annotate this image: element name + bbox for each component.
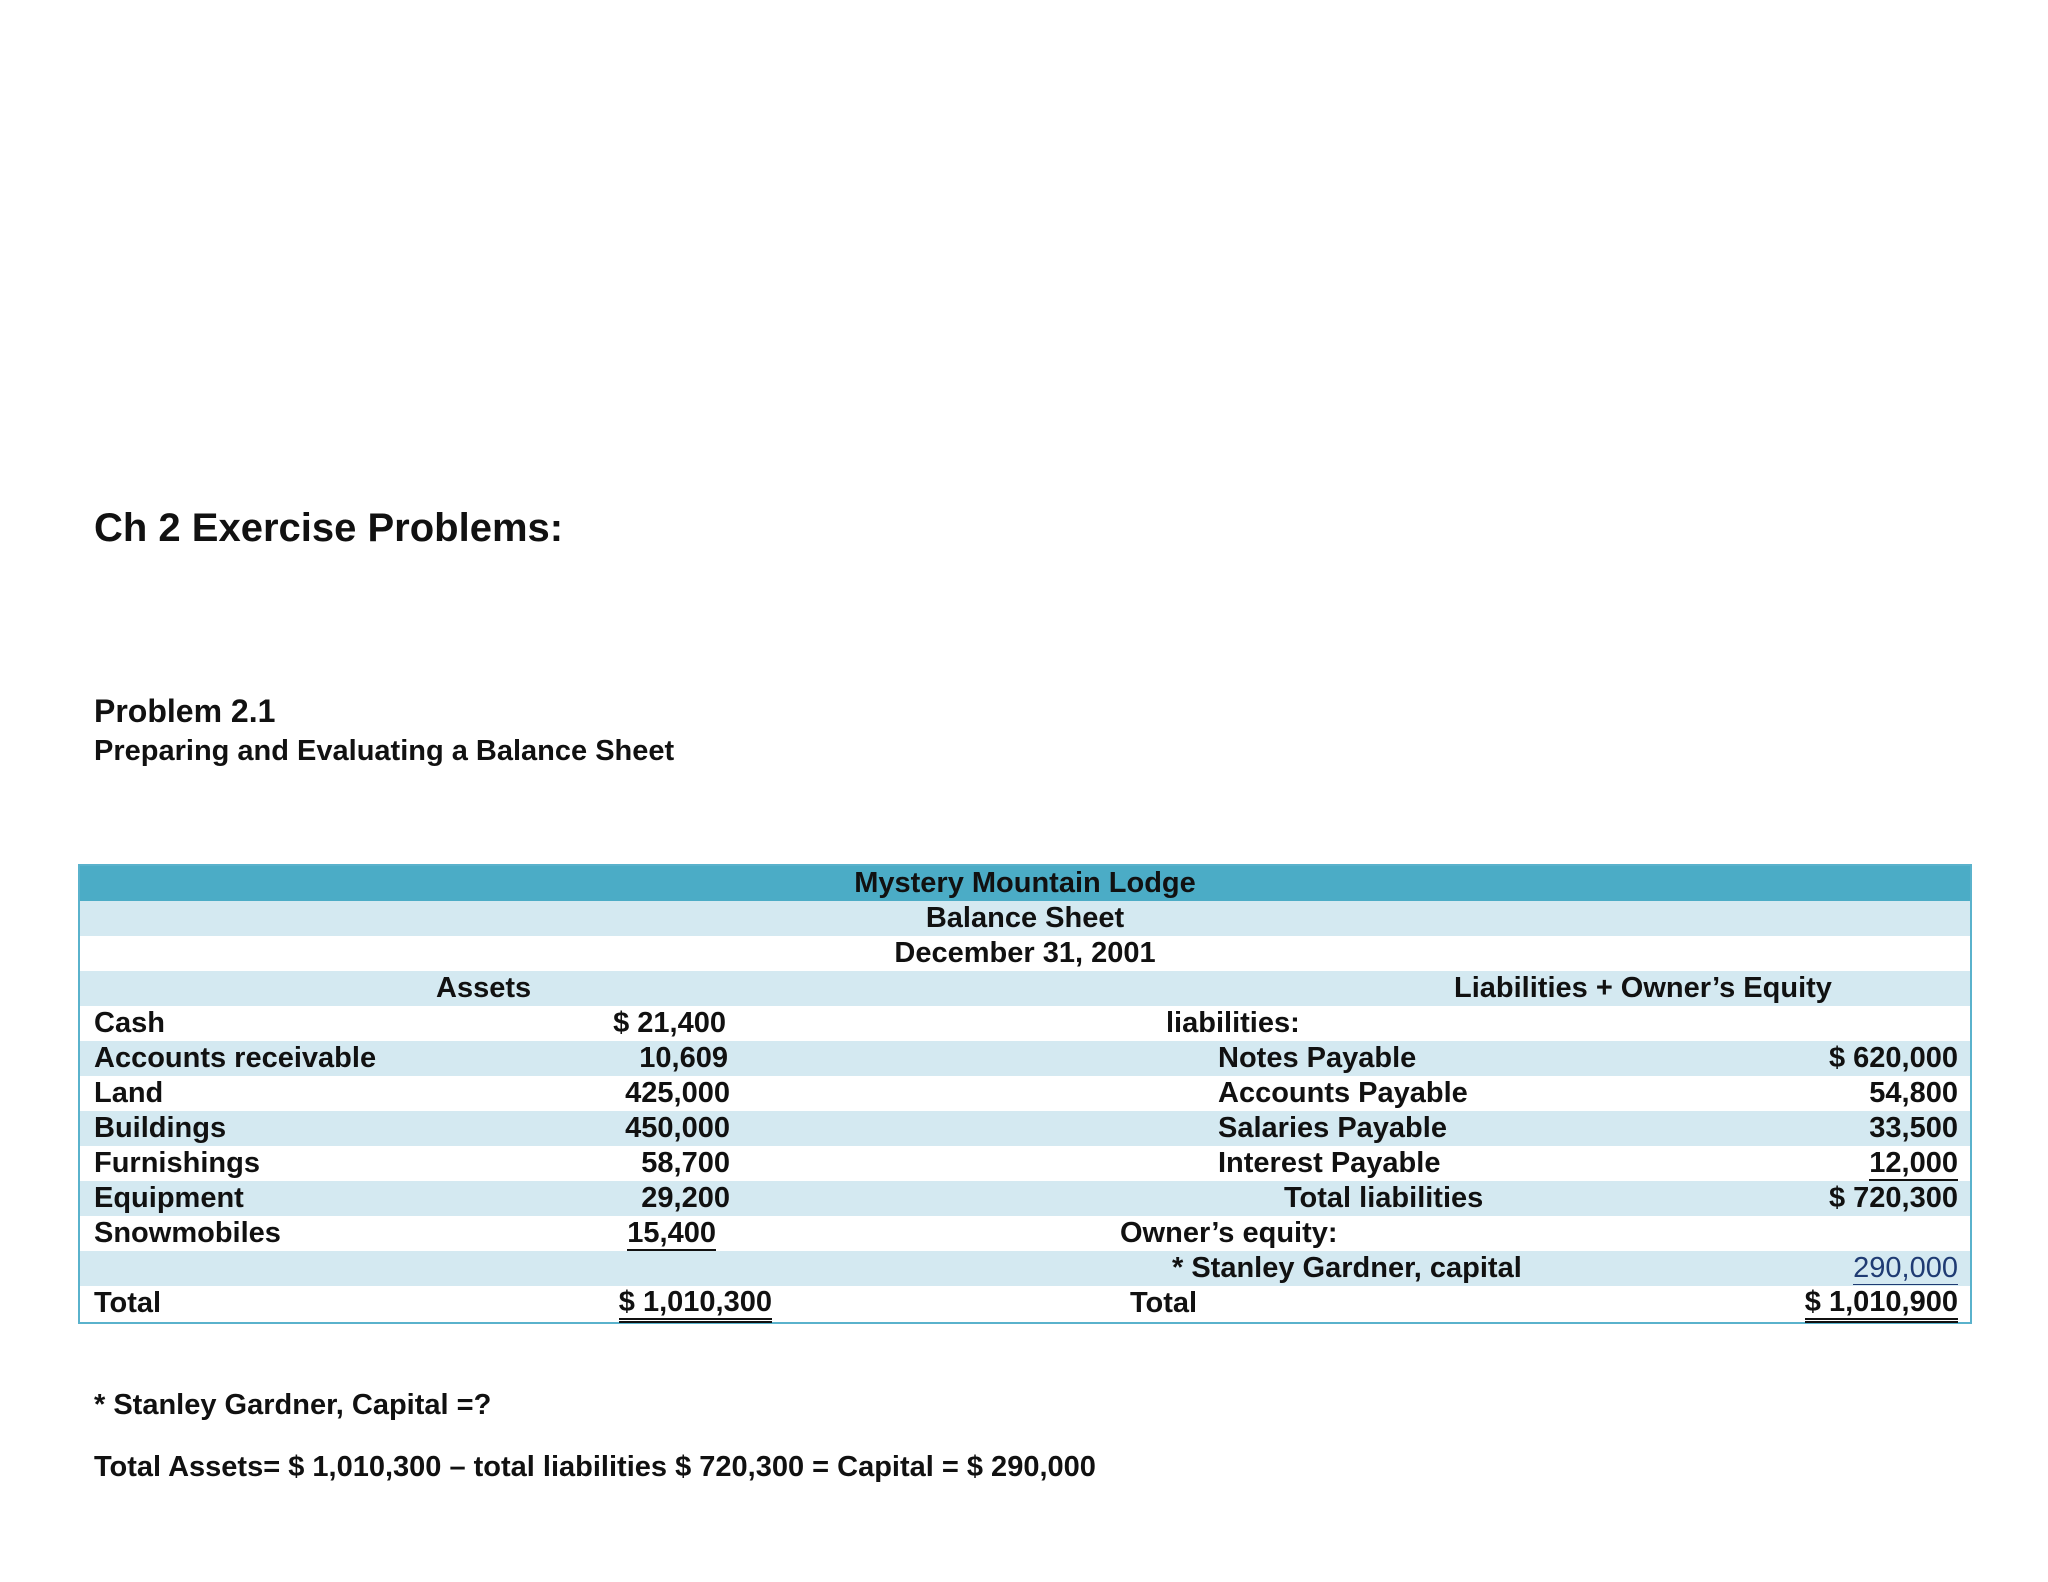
- assets-total-value: $ 1,010,300: [619, 1288, 772, 1323]
- right-total-value: $ 1,010,900: [1805, 1288, 1958, 1323]
- asset-value: 450,000: [625, 1112, 730, 1144]
- asset-label: Furnishings: [94, 1147, 260, 1179]
- capital-calculation-note: Total Assets= $ 1,010,300 – total liabilities $ 720,300 = Capital = $ 290,000: [94, 1451, 1096, 1483]
- statement-row: [80, 901, 1970, 937]
- table-row: [80, 1146, 1970, 1182]
- problem-number: Problem 2.1: [94, 693, 276, 729]
- company-name: Mystery Mountain Lodge: [854, 867, 1196, 899]
- asset-label: Accounts receivable: [94, 1042, 377, 1074]
- totals-row: [80, 1286, 1970, 1321]
- capital-label: * Stanley Gardner, capital: [1172, 1252, 1522, 1284]
- owners-equity-label: Owner’s equity:: [1120, 1217, 1338, 1249]
- liability-value: 12,000: [1869, 1147, 1958, 1179]
- table-row: [80, 1251, 1970, 1287]
- asset-value: 10,609: [639, 1042, 728, 1074]
- liability-value: 54,800: [1869, 1077, 1958, 1109]
- right-total-label: Total: [1130, 1287, 1198, 1319]
- table-row: [80, 1006, 1970, 1042]
- asset-value: 58,700: [641, 1147, 730, 1179]
- balance-sheet-table: [78, 864, 1972, 1324]
- table-row: [80, 1111, 1970, 1147]
- table-row: [80, 1041, 1970, 1077]
- asset-value: $ 21,400: [613, 1007, 726, 1039]
- total-liabilities-label: Total liabilities: [1284, 1182, 1484, 1214]
- statement-title: Balance Sheet: [925, 902, 1125, 934]
- asset-label: Equipment: [94, 1182, 244, 1214]
- table-row: [80, 1181, 1970, 1217]
- asset-value: 29,200: [641, 1182, 730, 1214]
- asset-value: 425,000: [625, 1077, 730, 1109]
- section-header-row: [80, 971, 1970, 1007]
- liabilities-label: liabilities:: [1166, 1007, 1300, 1039]
- date-row: [80, 936, 1970, 972]
- asset-label: Buildings: [94, 1112, 227, 1144]
- liability-label: Interest Payable: [1218, 1147, 1441, 1179]
- problem-subtitle: Preparing and Evaluating a Balance Sheet: [94, 735, 675, 767]
- liability-value: 33,500: [1869, 1112, 1958, 1144]
- company-row: [80, 866, 1970, 902]
- statement-date: December 31, 2001: [894, 937, 1156, 969]
- assets-header: Assets: [436, 972, 532, 1004]
- liabilities-equity-header: Liabilities + Owner’s Equity: [1454, 972, 1832, 1004]
- asset-value: 15,400: [627, 1217, 716, 1249]
- assets-total-label: Total: [94, 1287, 162, 1319]
- liability-value: $ 620,000: [1828, 1042, 1958, 1074]
- liability-label: Notes Payable: [1218, 1042, 1417, 1074]
- liability-label: Accounts Payable: [1218, 1077, 1468, 1109]
- asset-label: Snowmobiles: [94, 1217, 281, 1249]
- total-liabilities-value: $ 720,300: [1828, 1182, 1958, 1214]
- capital-question-note: * Stanley Gardner, Capital =?: [94, 1389, 492, 1421]
- asset-label: Land: [94, 1077, 164, 1109]
- capital-value: 290,000: [1853, 1252, 1958, 1284]
- table-row: [80, 1076, 1970, 1112]
- asset-label: Cash: [94, 1007, 165, 1039]
- table-row: [80, 1216, 1970, 1252]
- page-title: Ch 2 Exercise Problems:: [94, 506, 564, 550]
- liability-label: Salaries Payable: [1218, 1112, 1447, 1144]
